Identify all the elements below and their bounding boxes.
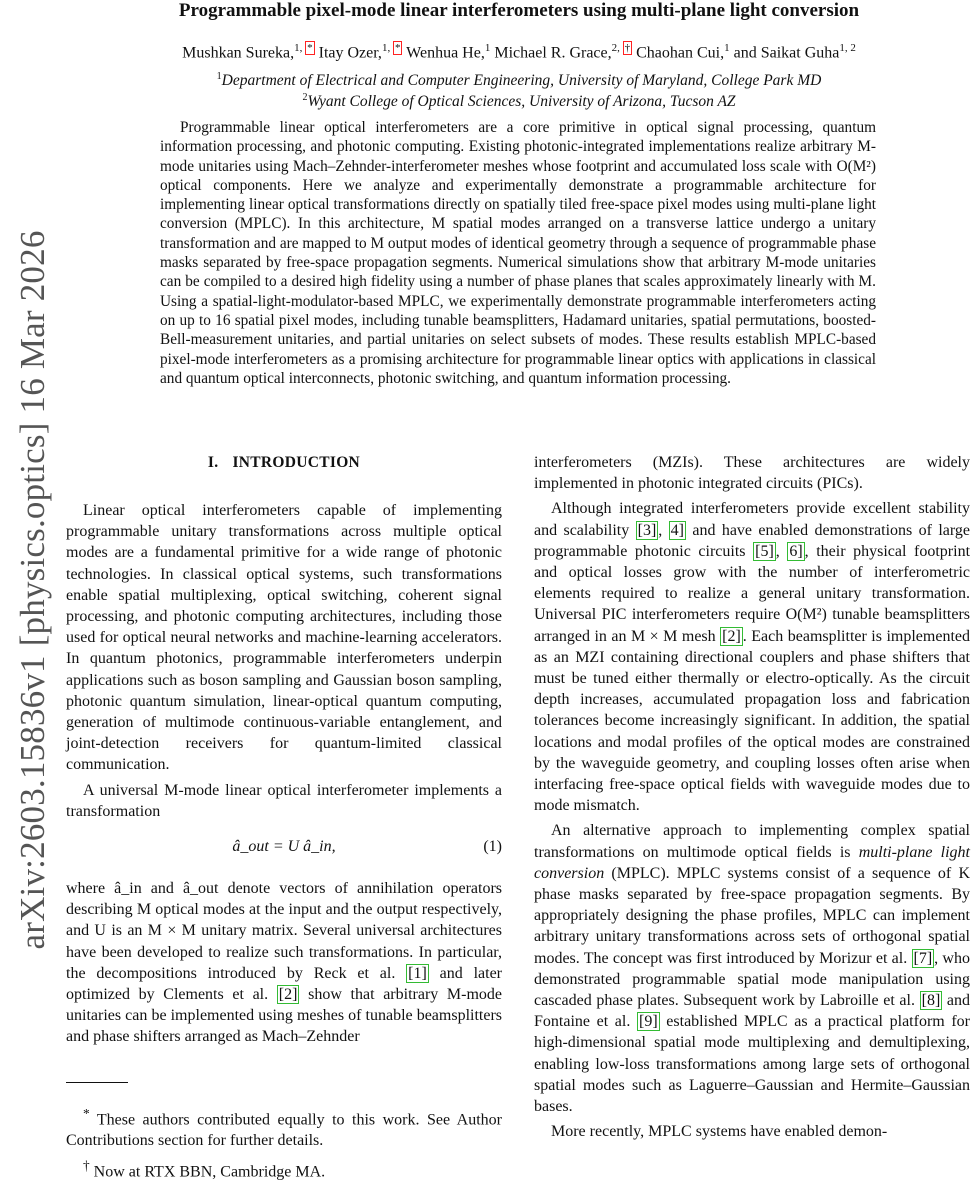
equation-body: â_out = U â_in, xyxy=(232,838,336,856)
citation-link[interactable]: [2] xyxy=(278,986,298,1004)
citation-link[interactable]: [3] xyxy=(637,521,657,539)
right-column xyxy=(534,452,970,1143)
affiliation-1: $^1$Department of Electrical and Computer Engineering, University of Maryland, College Park MD xyxy=(216,71,822,90)
abstract: Programmable linear optical interferometers are a core primitive in optical signal processing, quantum information processing, and photonic computing. Existing photonic-integrated implementations realize arbitrary M-mode unitaries using Mach–Zehnder-interferometer meshes whose footprint and accumulated loss scale with O(M²) optical components. Here we analyze and experimentally demonstrate a programmable architecture for implementing linear optical transformations directly on spatially tiled free-space pixel modes using multi-plane light conversion (MPLC). In this architecture, M spatial modes arranged on a transverse lattice undergo a unitary transformation and are mapped to M output modes of identical geometry through a sequence of programmable phase masks separated by free-space propagation segments. Numerical simulations show that arbitrary M-mode unitaries can be compiled to a desired high fidelity using a number of phase planes that scales approximately linearly with M. Using a spatial-light-modulator-based MPLC, we experimentally demonstrate programmable interferometers acting on up to 16 spatial pixel modes, including tunable beamsplitters, Hadamard unitaries, spatial permutations, boosted-Bell-measurement unitaries, and partial unitaries on select subsets of modes. These results establish MPLC-based pixel-mode interferometers as a promising architecture for programmable linear optics with applications in classical and quantum optical interconnects, photonic switching, and quantum information processing. xyxy=(160,119,876,387)
paragraph: An alternative approach to implementing complex spatial transformations on multimode optical fields is multi-plane light conversion (MPLC). MPLC systems consist of a sequence of K phase masks separated by free-space propagation segments. By appropriately designing the phase profiles, MPLC can implement arbitrary unitary transformations across sets of orthogonal spatial modes. The concept was first introduced by Morizur et al. [7] , who demonstrated programmable spatial mode manipulation using cascaded phase plates. Subsequent work by Labroille et al. [8] and Fontaine et al. [9] established MPLC as a practical platform for high-dimensional spatial mode multiplexing and demultiplexing, enabling low-loss transformations among large sets of orthogonal spatial modes such as Laguerre–Gaussian and Hermite–Gaussian bases. xyxy=(534,822,971,1116)
author-name: Mushkan Sureka, xyxy=(182,44,295,62)
citation-link[interactable]: [8] xyxy=(921,992,941,1010)
footnote-1: * These authors contributed equally to this work. See Author Contributions section for further details. xyxy=(66,1105,502,1150)
citation-link[interactable]: [1] xyxy=(408,964,427,982)
author-name: Michael R. Grace, xyxy=(494,44,612,62)
author-name: Wenhua He, xyxy=(406,44,485,62)
arxiv-identifier: arXiv:2603.15836v1 [physics.optics] 16 Mar 2026 xyxy=(13,230,52,950)
citation-link[interactable]: [5] xyxy=(755,542,774,560)
affiliation-2: $^2$Wyant College of Optical Sciences, University of Arizona, Tucson AZ xyxy=(302,92,736,111)
footnote-rule xyxy=(66,1082,128,1083)
paragraph: Although integrated interferometers provide excellent stability and scalability [3] , 4] and have enabled demonstrations of large programmable photonic circuits [5] , 6] , their physical footprint and optical losses grow with the number of interferometric elements required to realize a general unitary transformation. Universal PIC interferometers require O(M²) tunable beamsplitters arranged in an M × M mesh [2] . Each beamsplitter is implemented as an MZI containing directional couplers and phase shifters that must be tuned either thermally or electro-optically. As the circuit depth increases, accumulated propagation loss and fabrication tolerances become increasingly significant. In addition, the spatial locations and modal profiles of the optical modes are constrained by the waveguide geometry, and coupling losses often arise when interfacing free-space optical fields with waveguide modes due to mode mismatch. xyxy=(534,500,971,815)
citation-link[interactable]: [9] xyxy=(639,1013,658,1031)
footnote-2: † Now at RTX BBN, Cambridge MA. xyxy=(83,1158,326,1181)
paragraph: A universal M-mode linear optical interferometer implements a transformation xyxy=(66,781,502,820)
equation-1 xyxy=(66,822,502,878)
citation-link[interactable]: [7] xyxy=(913,949,933,967)
author-name: Chaohan Cui, xyxy=(636,44,725,62)
footnote-link[interactable]: * xyxy=(307,42,313,54)
footnote-link[interactable]: * xyxy=(394,42,401,54)
author-list: Mushkan Sureka,$^{1,}$ * Itay Ozer,$^{1,}$ * Wenhua He,$^1$ Michael R. Grace,$^{2,}$ † Chaohan Cui,$^1$ and Saikat Guha$^{1, 2}$ xyxy=(182,42,856,62)
paragraph: where â_in and â_out denote vectors of annihilation operators describing M optical modes at the input and the output respectively, and U is an M × M unitary matrix. Several universal architectures have been developed to realize such transformations. In particular, the decompositions introduced by Reck et al. [1] and later optimized by Clements et al. [2] show that arbitrary M-mode unitaries can be implemented using meshes of tunable beamsplitters and phase shifters arranged as Mach–Zehnder xyxy=(66,880,503,1046)
paragraph: More recently, MPLC systems have enabled demon- xyxy=(551,1123,888,1141)
citation-link[interactable]: 4] xyxy=(670,521,684,539)
author-name: Itay Ozer, xyxy=(318,44,382,62)
footnote-link[interactable]: † xyxy=(624,42,631,54)
section-heading: I. INTRODUCTION xyxy=(207,454,361,471)
paragraph: interferometers (MZIs). These architectures are widely implemented in photonic integrated circuits (PICs). xyxy=(534,454,970,493)
citation-link[interactable]: [2] xyxy=(722,627,741,645)
arxiv-side-stamp xyxy=(0,60,66,1120)
author-name: and Saikat Guha xyxy=(733,44,840,62)
equation-number: (1) xyxy=(483,838,502,856)
paragraph: Linear optical interferometers capable of implementing programmable unitary transformations across multiple optical modes are a fundamental primitive for a wide range of photonic technologies. In classical optical systems, such transformations enable spatial multiplexing, optical switching, coherent signal processing, and photonic computing architectures, including those used for optical neural networks and machine-learning accelerators. In quantum photonics, programmable interferometers underpin applications such as boson sampling and Gaussian boson sampling, photonic quantum simulation, linear-optical quantum computing, generation of multimode continuous-variable entanglement, and joint-detection receivers for quantum-limited classical communication. xyxy=(66,502,502,774)
citation-link[interactable]: 6] xyxy=(789,542,803,560)
paper-title: Programmable pixel-mode linear interferometers using multi-plane light conversion xyxy=(178,0,860,21)
left-column xyxy=(66,454,502,1183)
